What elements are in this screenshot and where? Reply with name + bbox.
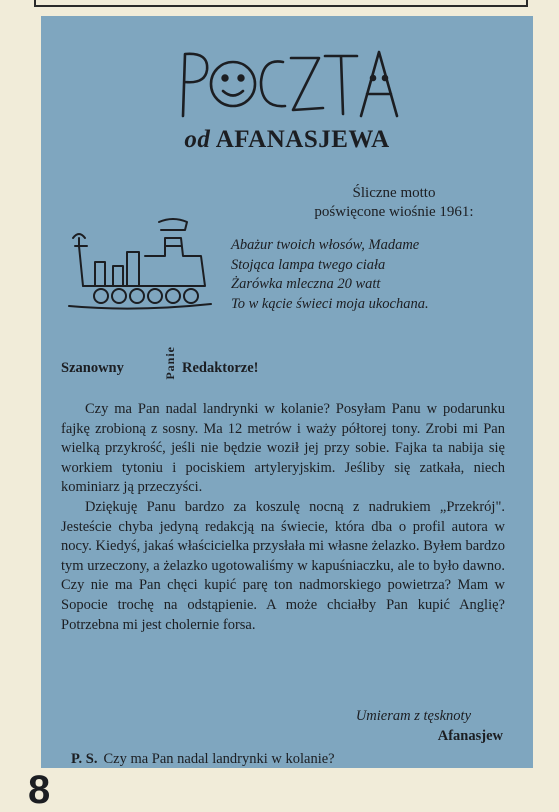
page-number: 8 (28, 768, 51, 812)
column-subtitle (41, 126, 533, 154)
subtitle-name: AFANASJEWA (215, 126, 390, 153)
letter-paragraph: Dziękuję Panu bardzo za koszulę nocną z nadrukiem „Przekrój". Jesteście chyba jedyną redakcją na świecie, która dba o profil autora w nocy. Kiedyś, jakaś właścicielka przysłała mi własne żelazko. Byłem bardzo tym urzeczony, a żelazko ugotowaliśmy w kapuśniaczku, ale to było dawno. Czy nie ma Pan chęci kupić parę ton nadmorskiego powietrza? Mam w Sopocie trochę na odstąpienie. A może chciałby Pan kupić Anglię? Potrzebna mi jest cholernie forsa. (61, 498, 505, 633)
motto-line: poświęcone wiośnie 1961: (314, 204, 474, 220)
postscript (71, 751, 335, 768)
salutation-vertical-word: Panie (163, 346, 177, 380)
poem-line: Abażur twoich włosów, Madame (231, 237, 420, 253)
salutation-word: Szanowny (61, 360, 124, 376)
poem (231, 236, 531, 314)
logo-text: POCZTA (289, 104, 293, 105)
closing-line: Umieram z tęsknoty (355, 708, 471, 724)
signature: Afanasjew (437, 728, 503, 744)
subtitle-od: od (184, 126, 211, 153)
poem-line: Stojąca lampa twego ciała (231, 256, 386, 273)
motto-heading (269, 184, 519, 222)
poczta-panel (41, 16, 533, 768)
salutation-word: Redaktorze! (182, 360, 259, 376)
steam-engine-drawing (65, 216, 215, 316)
motto-line: Śliczne motto (352, 185, 436, 201)
letter-paragraph: Czy ma Pan nadal landrynki w kolanie? Posyłam Panu w podarunku fajkę zrobioną z sosny. Ma 12 metrów i waży półtorej tony. Zrobi mi Pan wielką przykrość, jeśli nie będzie woził jej przy sobie. Fajka ta nabija się workiem tytoniu i pociskiem artyleryjskim. Jeśliby się zatkała, niech kominiarz ją przeczyści. (61, 401, 505, 496)
poczta-logo (171, 44, 411, 124)
poem-line: Żarówka mleczna 20 watt (231, 276, 381, 292)
top-border (34, 0, 528, 7)
postscript-text: Czy ma Pan nadal landrynki w kolanie? (103, 751, 335, 767)
salutation (41, 346, 533, 406)
poem-line: To w kącie świeci moja ukochana. (231, 295, 429, 312)
letter-closing (356, 706, 503, 746)
postscript-label: P. S. (71, 751, 98, 767)
letter-body (61, 400, 505, 635)
